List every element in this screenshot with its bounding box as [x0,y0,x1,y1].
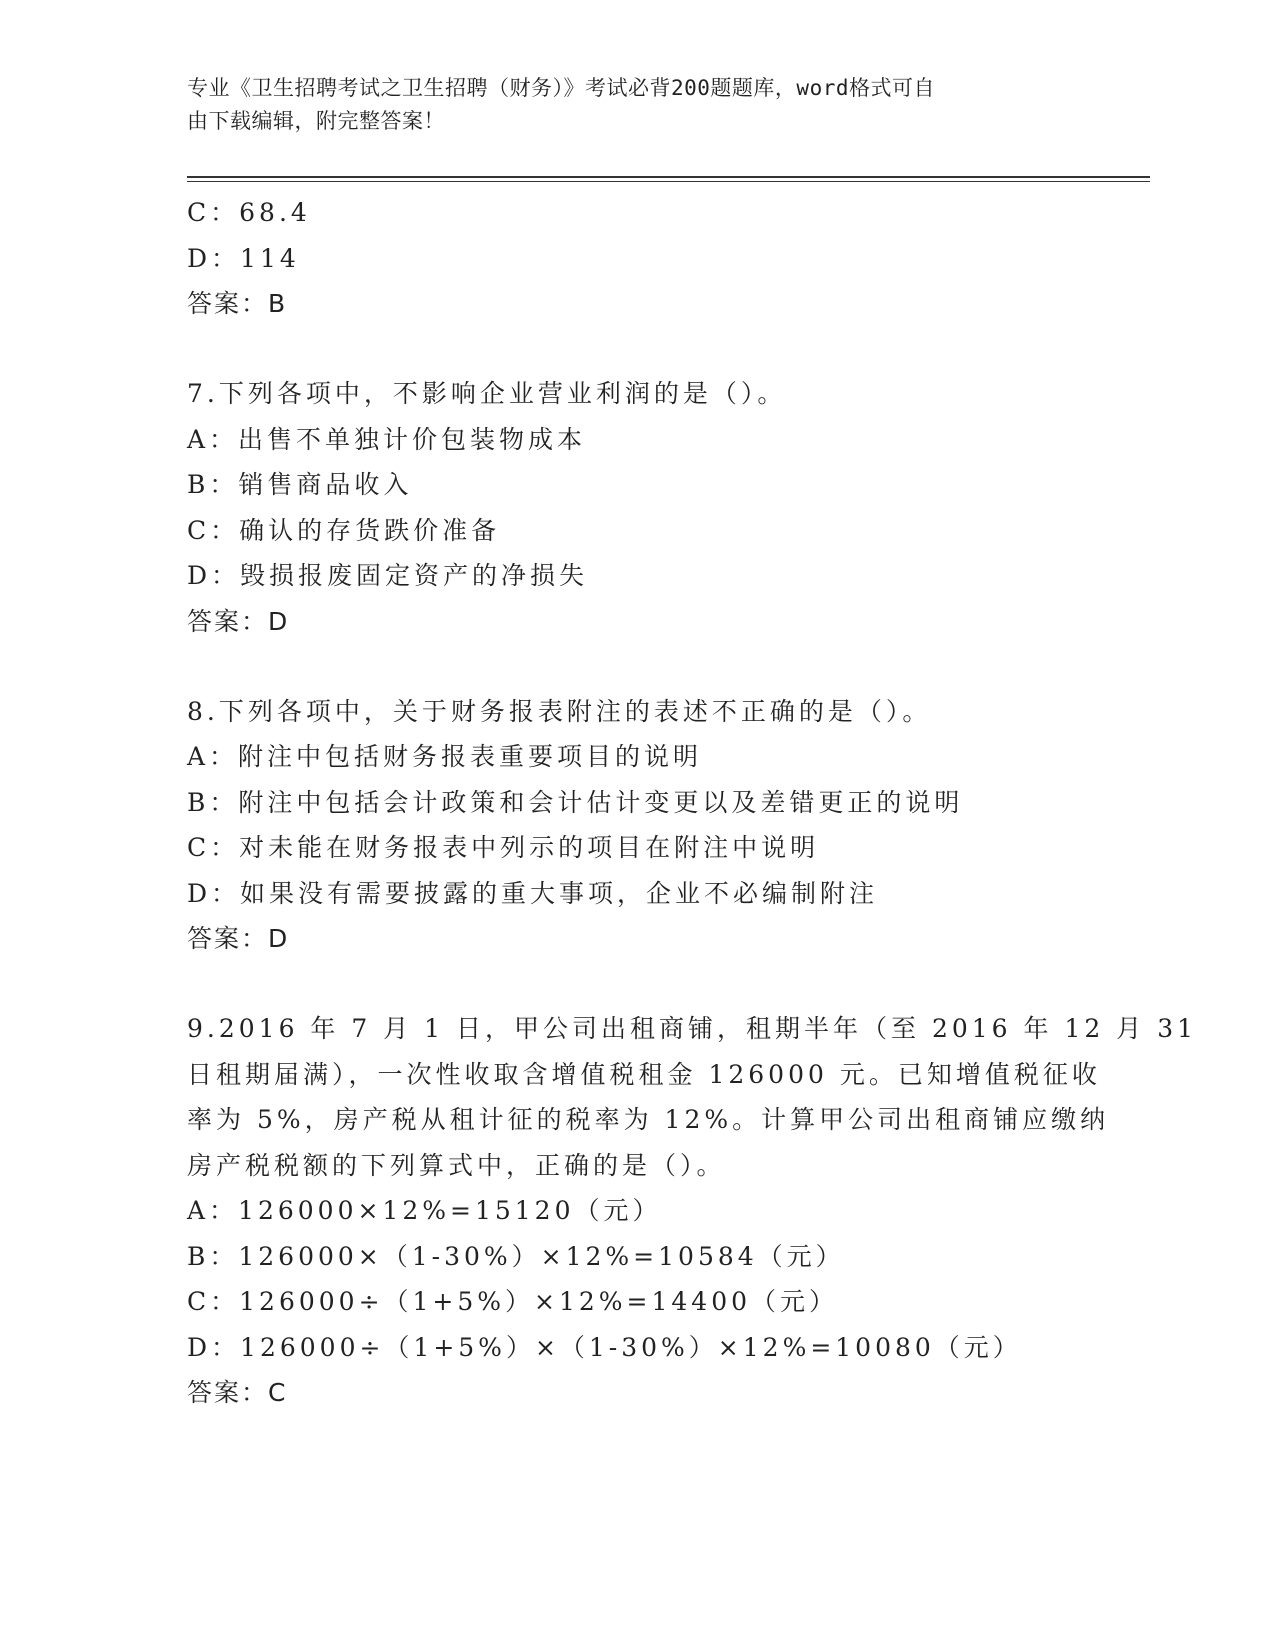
spacer [187,645,1087,689]
header-line-1: 专业《卫生招聘考试之卫生招聘（财务）》考试必背200题题库，word格式可自 [187,76,935,100]
question-text: 8.下列各项中，关于财务报表附注的表述不正确的是（）。 [187,696,932,726]
option-d: D：如果没有需要披露的重大事项，企业不必编制附注 [187,878,879,908]
header-line-2: 由下载编辑，附完整答案！ [187,109,445,133]
question-9 [187,1006,1198,1416]
question-8 [187,689,1087,963]
option-a: A：126000×12%=15120（元） [187,1196,662,1225]
question-text: 7.下列各项中，不影响企业营业利润的是（）。 [187,379,787,408]
answer: 答案：D [187,606,290,636]
document-header [187,72,1067,138]
question-7 [187,371,1087,645]
question-text-line-1: 9.2016 年 7 月 1 日，甲公司出租商铺，租期半年（至 2016 年 12 月 31 [187,1014,1198,1043]
option-b: B：附注中包括会计政策和会计估计变更以及差错更正的说明 [187,787,964,817]
option-b: B：销售商品收入 [187,470,413,499]
previous-question-tail [187,190,1087,327]
option-d: D：114 [187,243,300,273]
option-c: C：68.4 [187,198,311,227]
header-divider-thin [187,181,1150,182]
question-text-line-4: 房产税税额的下列算式中，正确的是（）。 [187,1150,726,1180]
answer: 答案：C [187,1378,288,1407]
answer: 答案：D [187,924,290,953]
answer: 答案：B [187,289,288,318]
option-a: A：附注中包括财务报表重要项目的说明 [187,742,703,771]
option-c: C：确认的存货跌价准备 [187,515,501,545]
option-d: D：毁损报废固定资产的净损失 [187,561,589,590]
header-divider-thick [187,176,1150,178]
option-b: B：126000×（1-30%）×12%=10584（元） [187,1241,845,1271]
question-text-line-3: 率为 5%，房产税从租计征的税率为 12%。计算甲公司出租商铺应缴纳 [187,1105,1110,1134]
spacer [187,327,1087,371]
option-a: A：出售不单独计价包装物成本 [187,424,587,454]
spacer [187,962,1087,1006]
question-list [187,190,1198,1416]
question-text-line-2: 日租期届满），一次性收取含增值税租金 126000 元。已知增值税征收 [187,1059,1101,1089]
option-d: D：126000÷（1+5%）×（1-30%）×12%=10080（元） [187,1332,1022,1362]
option-c: C：对未能在财务报表中列示的项目在附注中说明 [187,833,820,862]
option-c: C：126000÷（1+5%）×12%=14400（元） [187,1287,839,1316]
